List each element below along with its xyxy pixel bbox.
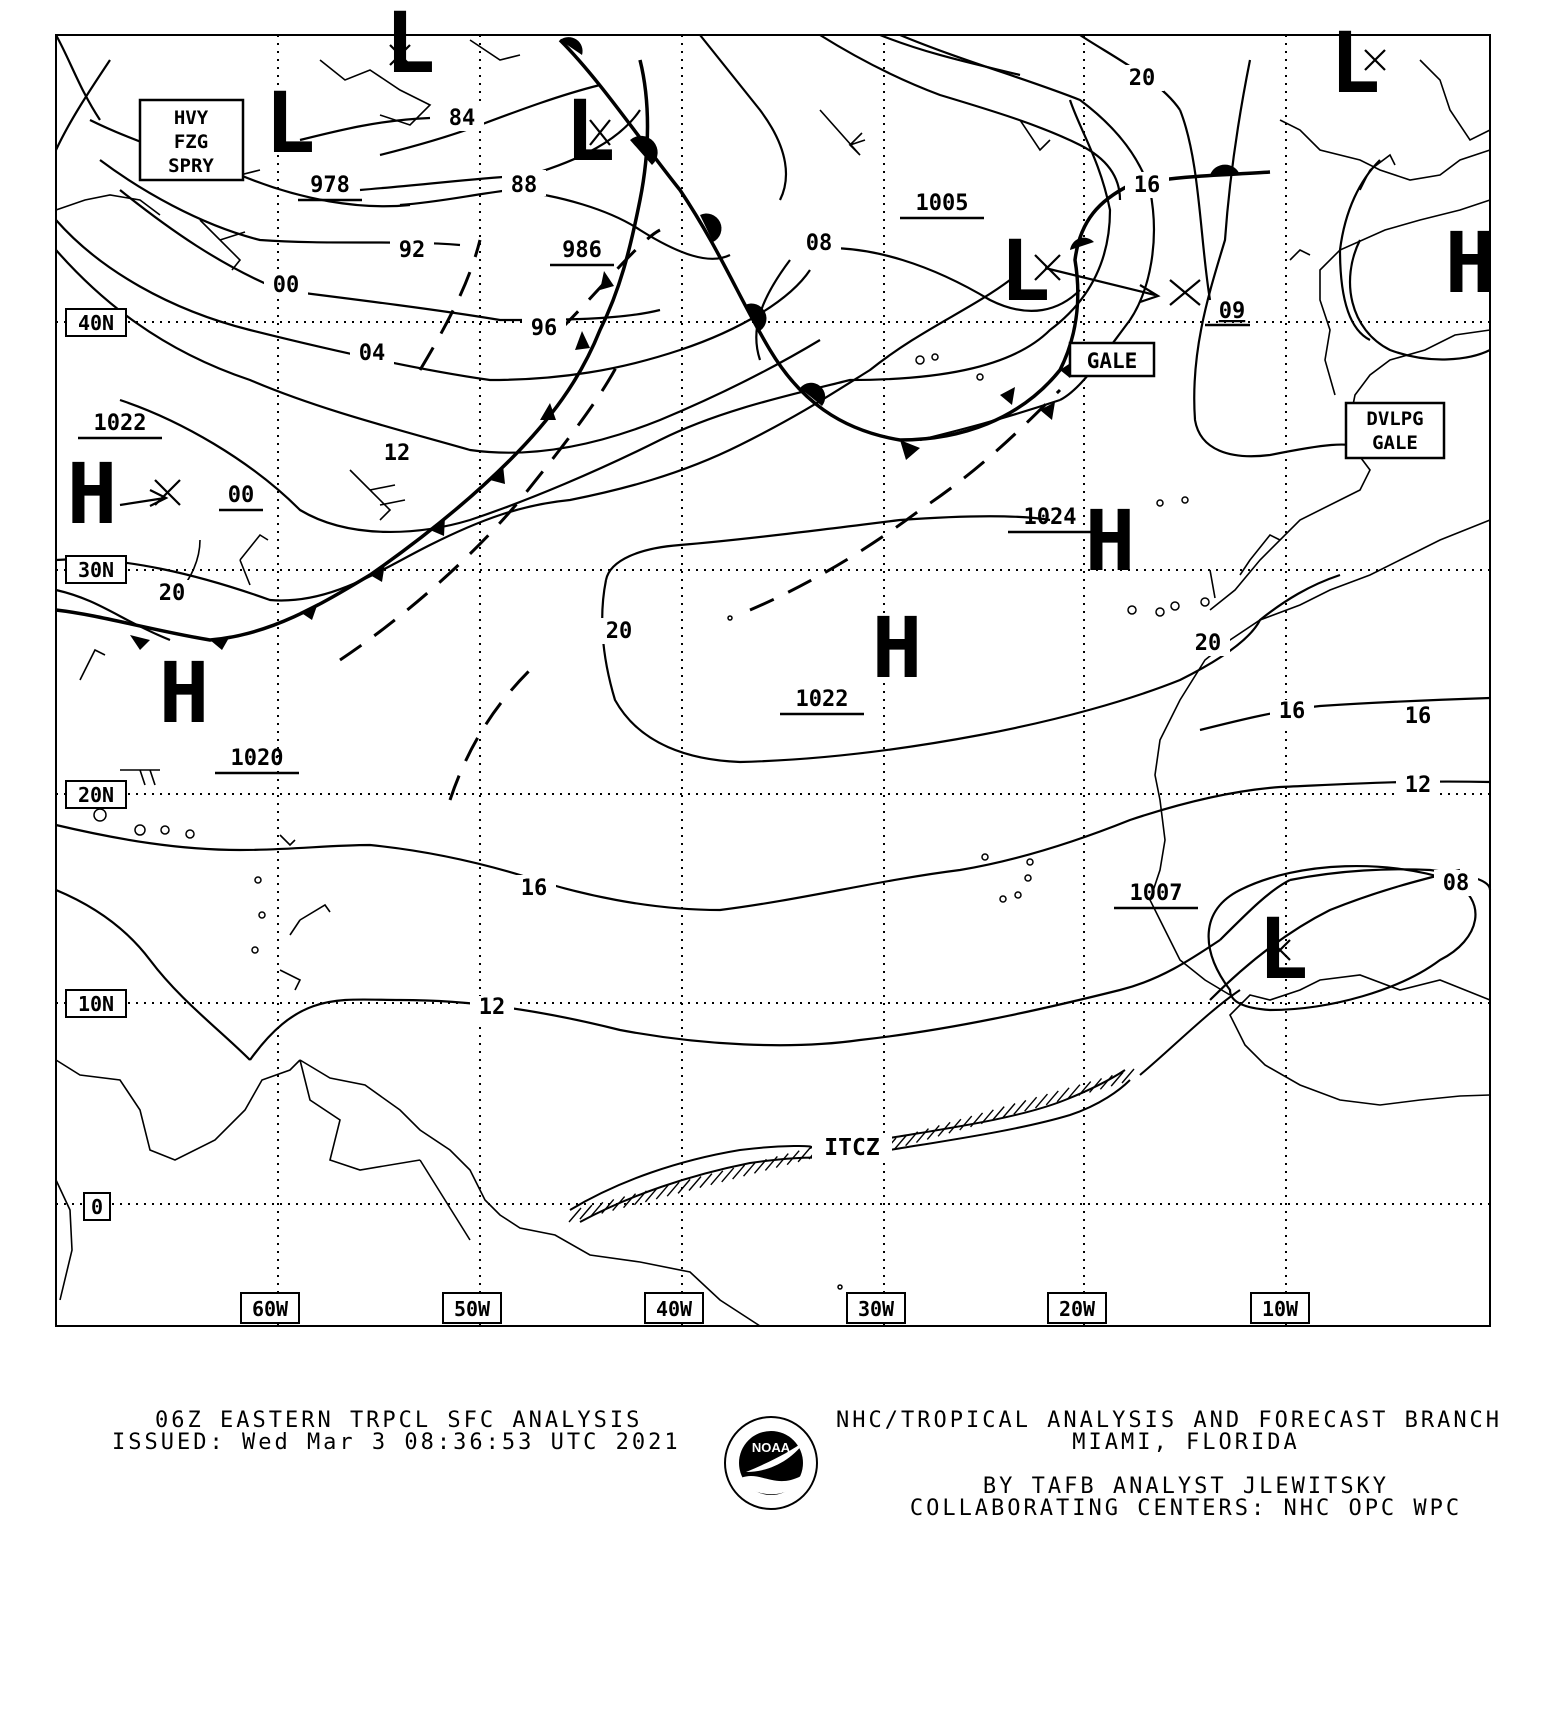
- footer-right-line4: COLLABORATING CENTERS: NHC OPC WPC: [909, 1496, 1463, 1521]
- center-978: 978: [310, 173, 350, 198]
- isobar-label-20-central: 20: [605, 619, 633, 644]
- lat-label-20n: 20N: [77, 783, 115, 807]
- isobar-label-12: 12: [383, 441, 411, 466]
- center-1022-west: 1022: [93, 411, 147, 436]
- isobar-label-16-africa: 16: [1278, 699, 1306, 724]
- center-1007: 1007: [1129, 881, 1183, 906]
- isobar-label-92: 92: [398, 238, 426, 263]
- center-1005: 1005: [915, 191, 969, 216]
- isobar-label-08-east: 08: [1442, 871, 1470, 896]
- low-west-africa: L: [1257, 900, 1309, 998]
- isobar-label-04: 04: [358, 341, 386, 366]
- itcz-label: ITCZ: [824, 1135, 880, 1161]
- isobar-label-88: 88: [510, 173, 538, 198]
- isobar-label-20-canary: 20: [1194, 631, 1222, 656]
- high-iberia: H: [1444, 214, 1496, 312]
- footer-right-line1: NHC/TROPICAL ANALYSIS AND FORECAST BRANCH: [836, 1408, 1503, 1433]
- high-azores: H: [1084, 492, 1136, 590]
- isobar-label-20-west: 20: [158, 581, 186, 606]
- footer-right-line3: BY TAFB ANALYST JLEWITSKY: [982, 1474, 1390, 1499]
- noaa-logo-text: NOAA: [751, 1440, 791, 1455]
- lat-label-10n: 10N: [77, 992, 115, 1016]
- isobar-label-16-east: 16: [1404, 704, 1432, 729]
- lon-label-40w: 40W: [655, 1297, 693, 1321]
- center-986: 986: [562, 238, 602, 263]
- footer-left-line2: ISSUED: Wed Mar 3 08:36:53 UTC 2021: [112, 1430, 681, 1455]
- low-nw: L: [264, 74, 316, 172]
- lat-label-30n: 30N: [77, 558, 115, 582]
- lat-label-0: 0: [90, 1195, 104, 1219]
- dvlpg-box-line1: DVLPG: [1366, 408, 1424, 430]
- lon-label-10w: 10W: [1261, 1297, 1299, 1321]
- lat-label-40n: 40N: [77, 311, 115, 335]
- isobar-label-20-north: 20: [1128, 66, 1156, 91]
- high-west: H: [66, 445, 118, 543]
- isobar-label-84: 84: [448, 106, 476, 131]
- center-00-west: 00: [227, 483, 255, 508]
- high-subtropical-west: H: [158, 644, 210, 742]
- isobar-label-16-north: 16: [1133, 173, 1161, 198]
- lon-label-60w: 60W: [251, 1297, 289, 1321]
- low-central-north: L: [564, 82, 616, 180]
- isobar-label-12-east: 12: [1404, 773, 1432, 798]
- low-ne: L: [1329, 14, 1381, 112]
- lon-label-20w: 20W: [1058, 1297, 1096, 1321]
- isobar-label-16-central: 16: [520, 876, 548, 901]
- dvlpg-box-line2: GALE: [1372, 432, 1418, 454]
- isobar-label-09: 09: [1218, 299, 1246, 324]
- isobar-label-96: 96: [530, 316, 558, 341]
- isobar-label-00: 00: [272, 273, 300, 298]
- center-1020: 1020: [230, 746, 284, 771]
- isobar-label-12-central: 12: [478, 995, 506, 1020]
- footer-right-line2: MIAMI, FLORIDA: [1072, 1430, 1300, 1455]
- hvy-box-line2: FZG: [173, 131, 209, 153]
- lon-label-30w: 30W: [857, 1297, 895, 1321]
- low-north: L: [384, 0, 436, 92]
- center-1022-central: 1022: [795, 687, 849, 712]
- noaa-logo: [725, 1417, 817, 1509]
- hvy-box-line3: SPRY: [168, 155, 214, 177]
- footer-left-line1: 06Z EASTERN TRPCL SFC ANALYSIS: [155, 1408, 643, 1433]
- low-east: L: [999, 222, 1051, 320]
- high-central: H: [871, 599, 923, 697]
- hvy-box-line1: HVY: [173, 107, 209, 129]
- map-frame: [56, 35, 1490, 1326]
- isobar-label-08: 08: [805, 231, 833, 256]
- lon-label-50w: 50W: [453, 1297, 491, 1321]
- center-1024: 1024: [1023, 505, 1077, 530]
- gale-box: GALE: [1086, 349, 1138, 373]
